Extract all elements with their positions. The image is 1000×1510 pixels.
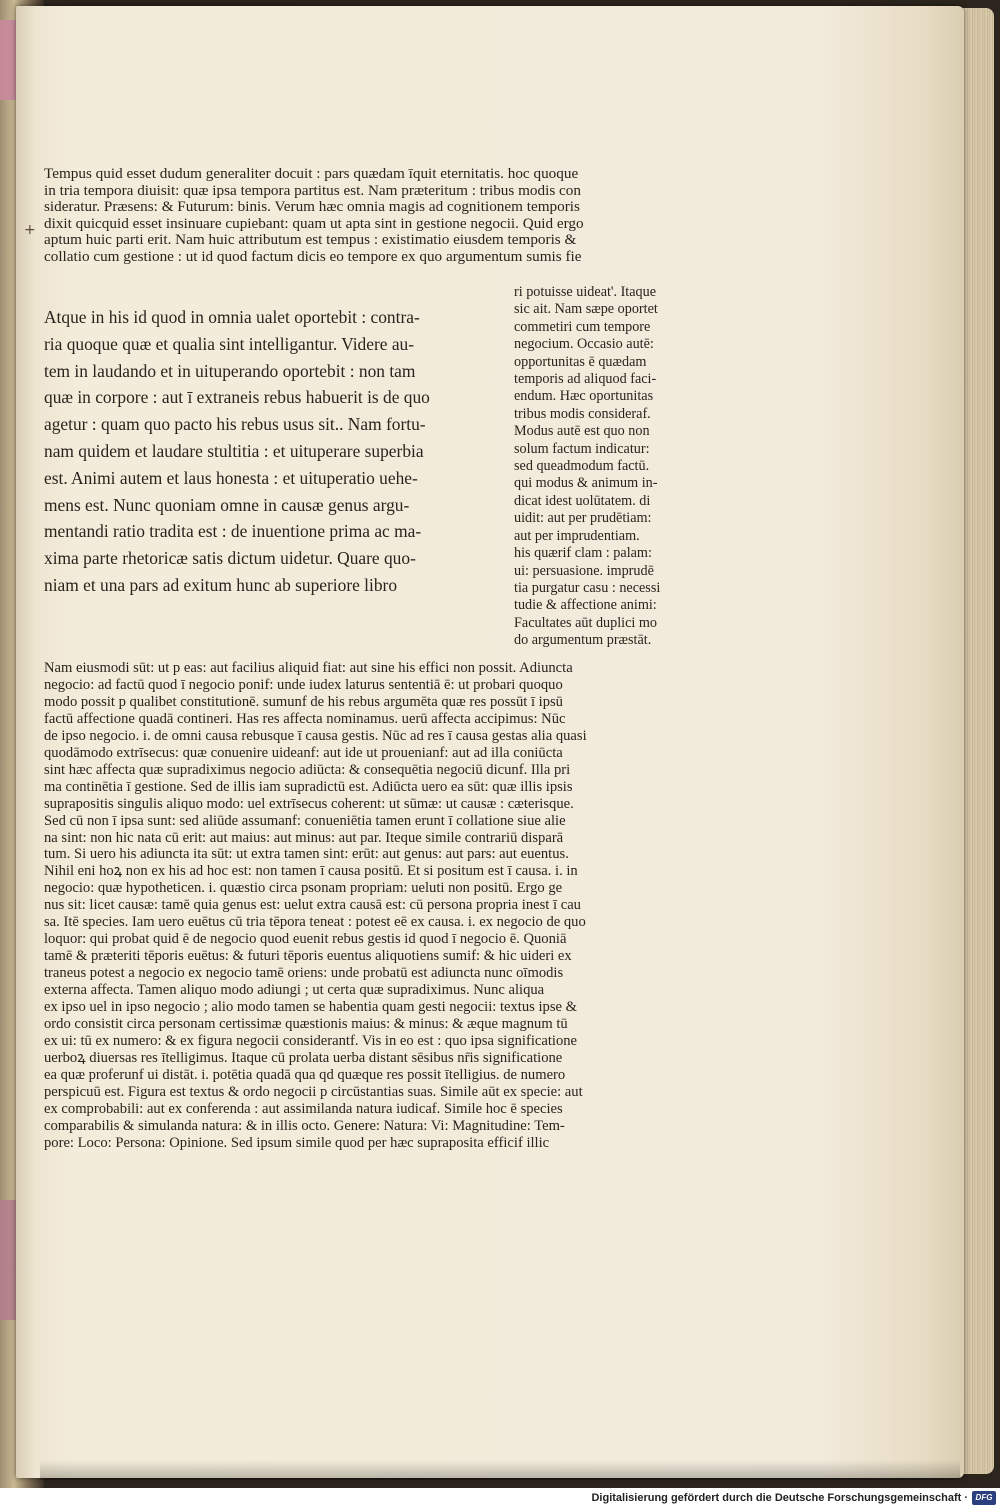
text-line: sideratur. Præsens: & Futurum: binis. Verum hæc omnia magis ad cognitionem temporis <box>44 198 580 215</box>
text-line: Nihil eni hoꝝ non ex his ad hoc est: non tamen ī causa positū. Et si positum est ī causa. i. in <box>44 863 578 880</box>
text-line: endum. Hæc oportunitas <box>514 388 654 405</box>
text-line: sed queadmodum factū. <box>514 458 650 475</box>
text-line: tia purgatur casu : necessi <box>514 579 661 596</box>
text-line: externa affecta. Tamen aliquo modo adiungi ; ut certa quæ supradiximus. Nunc aliqua <box>44 982 545 999</box>
text-line: pore: Loco: Persona: Opinione. Sed ipsum simile quod per hæc suprapositа efficif illic <box>44 1134 550 1151</box>
text-line: mentandi ratio tradita est : de inuentione prima ac ma- <box>44 521 422 542</box>
text-line: his quærif clam : palam: <box>514 545 652 562</box>
text-line: sint hæc affecta quæ supradiximus negocio adiūcta: & consequētia negociū dicunf. Illa pri <box>44 761 571 778</box>
text-line: mens est. Nunc quoniam omne in causæ genus argu- <box>44 494 410 515</box>
text-line: tamē & præteriti tēporis euētus: & futuri tēporis euentus aliquotiens sumif: & hic uideri ex <box>44 948 572 965</box>
text-line: do argumentum præstāt. <box>514 632 652 649</box>
text-line: collatio cum gestione : ut id quod factum dicis eo tempore ex quo argumentum sumis fie <box>44 247 582 265</box>
text-line: Tempus quid esset dudum generaliter docuit : pars quædam īquit eternitatis. hoc quoque <box>44 165 579 182</box>
text-line: dicat idest uolūtatem. di <box>514 492 651 509</box>
text-line: nam quidem et laudare stultitia : et uituperare superbia <box>44 440 424 461</box>
text-line: na sint: non hic nata cū erit: aut maius: aut minus: aut par. Iteque simile contrariū disparā <box>44 829 564 846</box>
text-line: opportunitas ē quædam <box>514 353 647 370</box>
text-line: ex ipso uel in ipso negocio ; alio modo tamen se habentia quam gesti negocii: textus ipse & <box>44 999 577 1016</box>
text-line: Sed cū non ī ipsa sunt: sed aliūde assumanf: conueniētia tamen erunt ī collatione siue alie <box>44 812 566 829</box>
text-line: temporis ad aliquod faci- <box>514 371 657 388</box>
text-line: uerboꝝ diuersas res ītelligimus. Itaque cū prolata uerba distant sēsibus nr̄is significatione <box>44 1049 563 1066</box>
text-line: in tria tempora diuisit: quæ ipsa tempora partitus est. Nam præteritum : tribus modis con <box>44 181 581 199</box>
text-line: ex ui: tū ex numero: & ex figura negocii considerantf. Vis in eo est : quo ipsa significatione <box>44 1032 578 1049</box>
text-line: negocio: quæ hypotheticen. i. quæstio circa psonam propriam: ueluti non positū. Ergo ge <box>44 880 563 897</box>
text-line: tudie & affectione animi: <box>514 597 657 614</box>
text-line: solum factum indicatur: <box>514 440 650 457</box>
text-line: ex comprobabili: aut ex conferenda : aut assimilanda natura iudicaf. Simile hoc ē species <box>44 1100 563 1117</box>
text-line: est. Animi autem et laus honesta : et uituperatio uehe- <box>44 467 418 488</box>
text-line: perspicuū est. Figura est textus & ordo negocii p circūstantias suas. Simile aūt ex specie: aut <box>44 1083 583 1100</box>
text-line: aptum huic parti erit. Nam huic attributum est tempus : existimatio eiusdem temporis & <box>44 231 577 248</box>
text-line: dixit quicquid esset insinuare cupiebant: quam ut apta sint in gestione negocii. Quid ergo <box>44 214 584 232</box>
text-line: uidit: aut per prudētiam: <box>514 510 652 527</box>
text-line: ri potuisse uideat'. Itaque <box>514 284 657 300</box>
digitization-footer <box>0 1488 1000 1510</box>
text-line: ui: persuasione. imprudē <box>514 562 654 579</box>
side-text-block <box>514 284 660 650</box>
text-line: ria quoque quæ et qualia sint intelligantur. Videre au- <box>44 333 415 354</box>
text-line: ea quæ proferunf ui distāt. i. potētia quadā qua qd quæque res possit ītelligius. de numero <box>44 1066 566 1083</box>
main-text-block <box>44 304 430 599</box>
text-line: de ipso negocio. i. de omni causa rebusque ī causa gestis. Nūc ad res ī causa gestas alia quasi <box>44 727 587 744</box>
text-line: qui modus & animum in- <box>514 475 658 492</box>
text-line: tem in laudando et in uituperando oportebit : non tam <box>44 360 416 381</box>
text-line: tum. Si uero his adiuncta ita sūt: ut extra tamen sint: erūt: aut genus: aut pars: aut euentus. <box>44 846 569 863</box>
text-line: ma continētia ī gestione. Sed de illis iam supradictū est. Adiūcta uero ea sūt: quæ illis ipsis <box>44 778 573 795</box>
text-line: loquor: qui probat quid ē de negocio quod euenit rebus gestis id quod ī negocio ē. Quoniā <box>44 931 567 948</box>
text-line: negocium. Occasio autē: <box>514 336 654 353</box>
text-line: comparabilis & simulanda natura: & in illis octo. Genere: Natura: Vi: Magnitudine: Tem- <box>44 1117 565 1134</box>
top-text-block <box>44 166 584 265</box>
marginal-mark: + <box>24 222 36 238</box>
text-line: traneus potest a negocio ex negocio tamē oriens: unde probatū est adiuncta nunc oīmodis <box>44 965 564 982</box>
text-line: suprapositis singulis aliquo modo: uel extrīsecus coherent: ut sūmæ: ut causæ : cæterisque. <box>44 795 574 812</box>
text-line: Modus autē est quo non <box>514 423 650 440</box>
dfg-logo: DFG <box>972 1491 996 1505</box>
footer-credit: Digitalisierung gefördert durch die Deutsche Forschungsgemeinschaft · <box>591 1492 968 1504</box>
bottom-text-block <box>44 660 587 1152</box>
text-line: agetur : quam quo pacto his rebus usus sit.. Nam fortu- <box>44 414 426 435</box>
text-line: aut per imprudentiam. <box>514 527 640 544</box>
text-line: sa. Itē species. Iam uero euētus cū tria tēpora teneat : potest eē ex causa. i. ex negocio de quo <box>44 914 586 931</box>
text-line: nus sit: licet causæ: tamē quia genus est: uelut extra causā est: cū persona propria inest ī cau <box>44 897 581 914</box>
text-line: negocio: ad factū quod ī negocio ponif: unde iudex laturus sententiā ē: ut probari quoquo <box>44 676 563 693</box>
text-line: commetiri cum tempore <box>514 318 651 335</box>
text-line: modo possit p qualibet constitutionē. sumunf de his rebus argumēta quæ res possūt ī ipsū <box>44 693 563 710</box>
page-shadow <box>40 1460 960 1480</box>
text-line: sic ait. Nam sæpe oportet <box>514 301 658 318</box>
text-line: Facultates aūt duplici mo <box>514 614 658 631</box>
text-line: Atque in his id quod in omnia ualet oportebit : contra- <box>44 307 420 327</box>
text-line: quæ in corpore : aut ī extraneis rebus habuerit is de quo <box>44 387 430 408</box>
text-line: Nam eiusmodi sūt: ut p eas: aut facilius aliquid fiat: aut sine his effici non possit. Adiuncta <box>44 660 573 676</box>
text-line: xima parte rhetoricæ satis dictum uidetur. Quare quo- <box>44 548 416 569</box>
text-line: niam et una pars ad exitum hunc ab superiore libro <box>44 574 398 595</box>
text-line: quodāmodo extrīsecus: quæ conuenire uideanf: aut ide ut prouenianf: aut ad illa coniūcta <box>44 744 563 761</box>
text-line: tribus modis consideraf. <box>514 405 651 422</box>
text-line: factū affectione quadā contineri. Has res affecta nominamus. uerū affecta accipimus: Nūc <box>44 710 566 727</box>
text-line: ordo consistit circa personam certissimæ quæstionis maius: & minus: & æque magnum tū <box>44 1016 568 1033</box>
